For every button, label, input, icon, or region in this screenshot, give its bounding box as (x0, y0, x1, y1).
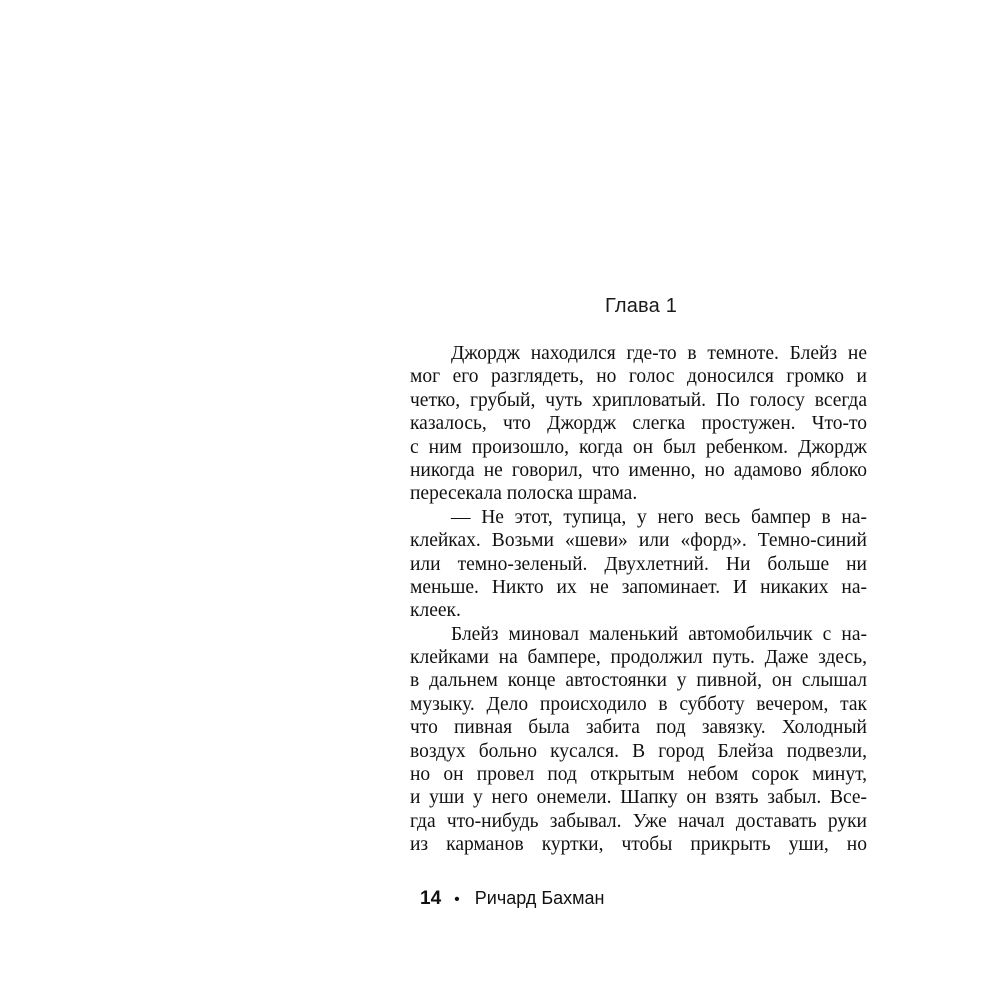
text-line: или темно-зеленый. Двухлетний. Ни больше ни (410, 553, 867, 575)
text-line: клейках. Возьми «шеви» или «форд». Темно-синий (410, 530, 867, 552)
text-line: четко, грубый, чуть хрипловатый. По голосу всегда (410, 389, 867, 411)
text-line: и уши у него онемели. Шапку он взять забыл. Все- (410, 787, 867, 809)
text-line: клеек. (410, 600, 461, 622)
chapter-title: Глава 1 (604, 295, 678, 317)
text-line: музыку. Дело происходило в субботу вечером, так (410, 693, 867, 715)
text-line: что пивная была забита под завязку. Холодный (410, 717, 867, 739)
text-line: казалось, что Джордж слегка простужен. Что-то (410, 413, 867, 435)
text-line: Блейз миновал маленький автомобильчик с на- (451, 623, 867, 645)
author-name: Ричард Бахман (474, 888, 605, 908)
page-number: 14 (420, 888, 442, 909)
text-line: из карманов куртки, чтобы прикрыть уши, но (410, 834, 867, 856)
text-line: меньше. Никто их не запоминает. И никаких на- (410, 576, 867, 598)
text-line: воздух больно кусался. В город Блейза подвезли, (410, 740, 867, 762)
text-line: мог его разглядеть, но голос доносился громко и (410, 366, 867, 388)
text-line: но он провел под открытым небом сорок минут, (410, 764, 867, 786)
text-line: — Не этот, тупица, у него весь бампер в на- (451, 506, 867, 528)
chapter-body-text (410, 342, 867, 857)
text-line: никогда не говорил, что именно, но адамово яблоко (410, 459, 867, 481)
text-line: Джордж находился где-то в темноте. Блейз не (451, 343, 867, 364)
text-line: гда что-нибудь забывал. Уже начал доставать руки (410, 810, 867, 832)
text-line: с ним произошло, когда он был ребенком. Джордж (410, 436, 867, 458)
bullet-separator: • (454, 891, 460, 908)
text-line: пересекала полоска шрама. (410, 483, 638, 505)
text-line: клейками на бампере, продолжил путь. Даже здесь, (410, 647, 867, 669)
page-footer (420, 888, 604, 910)
text-line: в дальнем конце автостоянки у пивной, он слышал (410, 670, 867, 692)
